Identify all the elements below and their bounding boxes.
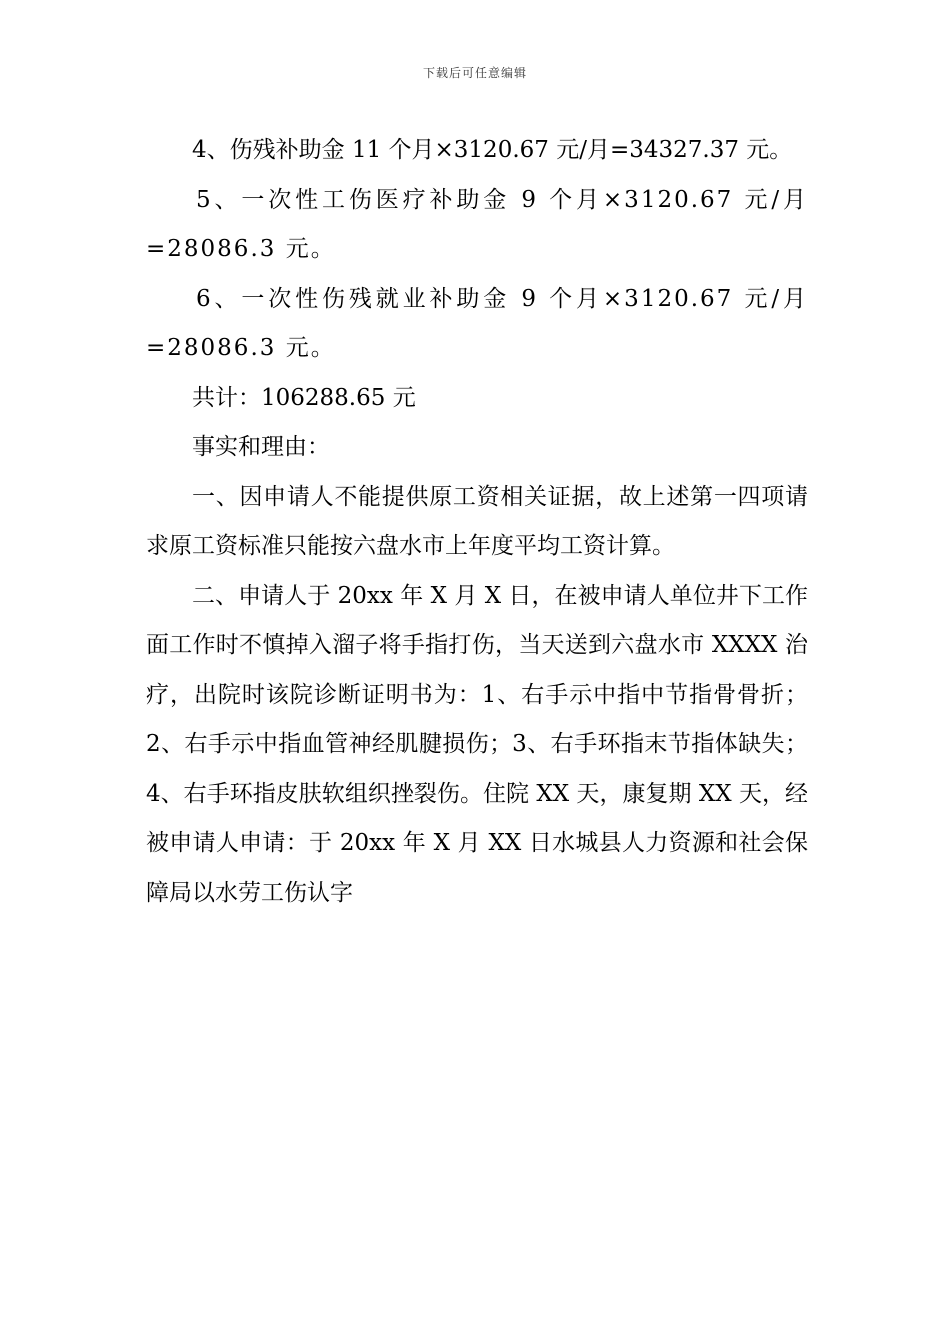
paragraph-employment-subsidy: 6、一次性伤残就业补助金 9 个月×3120.67 元/月=28086.3 元。	[146, 285, 808, 361]
paragraph-total: 共计：106288.65 元	[192, 384, 416, 411]
paragraph-facts-heading: 事实和理由：	[192, 434, 330, 460]
page-header-note: 下载后可任意编辑	[422, 66, 527, 80]
paragraph-reason-two: 二、申请人于 20xx 年 X 月 X 日，在被申请人单位井下工作面工作时不慎掉入溜子将手指打伤，当天送到六盘水市 XXXX 治疗，出院时该院诊断证明书为：1、右手示中指中节指骨骨折；2、右手示中指血管神经肌腱损伤；3、右手环指末节指体缺失；4、右手环指皮肤软组织挫裂伤。住院 XX 天，康复期 XX 天，经被申请人申请：于 20xx 年 X 月 XX 日水城县人力资源和社会保障局以水劳工伤认字	[146, 582, 808, 906]
paragraph-reason-one: 一、因申请人不能提供原工资相关证据，故上述第一四项请求原工资标准只能按六盘水市上年度平均工资计算。	[146, 483, 808, 559]
document-body	[146, 126, 808, 918]
paragraph-disability-subsidy: 4、伤残补助金 11 个月×3120.67 元/月=34327.37 元。	[192, 137, 793, 163]
paragraph-medical-subsidy: 5、一次性工伤医疗补助金 9 个月×3120.67 元/月=28086.3 元。	[146, 186, 808, 262]
